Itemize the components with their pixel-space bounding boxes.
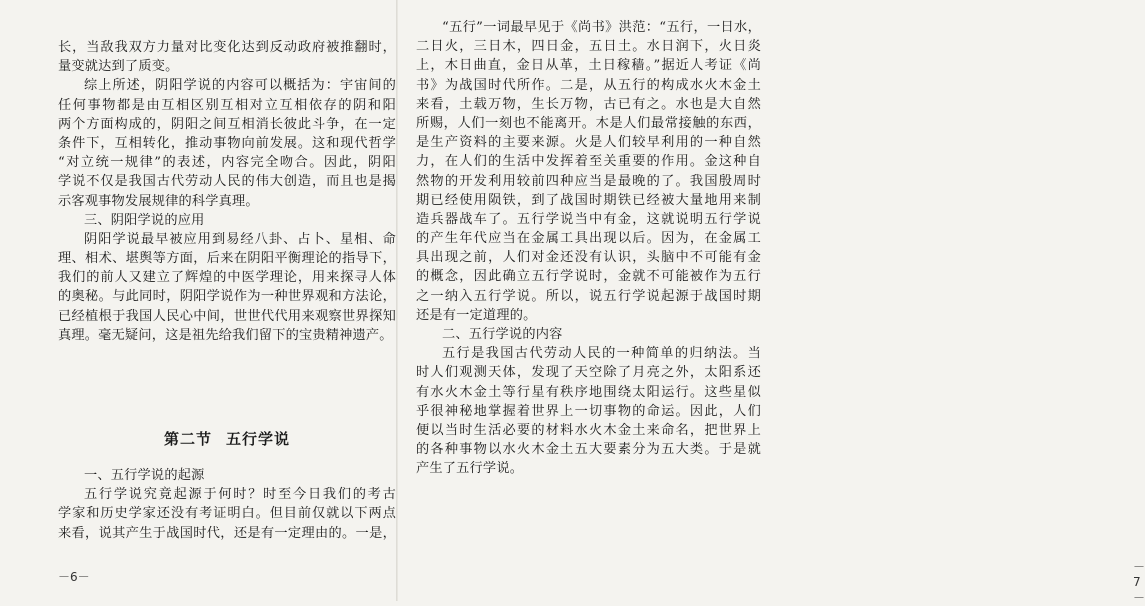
text-line: 所赐，人们一刻也不能离开。木是人们最常接触的东西， bbox=[416, 115, 761, 131]
text-line: 综上所述，阴阳学说的内容可以概括为：宇宙间的 bbox=[84, 78, 396, 94]
section-title bbox=[58, 428, 396, 449]
text-line: 五行是我国古代劳动人民的一种简单的归纳法。当 bbox=[442, 346, 761, 362]
text-line: 期已经使用陨铁，到了战国时期铁已经被大量地用来制 bbox=[416, 192, 761, 208]
text-line: 来看，说其产生于战国时代，还是有一定理由的。一是， bbox=[58, 525, 396, 541]
text-line: 力，在人们的生活中发挥着至关重要的作用。金这种自 bbox=[416, 154, 761, 170]
text-line: 来看，土载万物，生长万物，古已有之。水也是大自然 bbox=[416, 96, 761, 112]
text-line: 理、相术、堪舆等方面，后来在阴阳平衡理论的指导下， bbox=[58, 251, 396, 267]
text-line: 有水火木金土等行星有秩序地围绕太阳运行。这些星似 bbox=[416, 384, 761, 400]
text-line: 上，木日曲直，金日从革，土日稼穑。”据近人考证《尚 bbox=[416, 58, 761, 74]
text-line: 产生了五行学说。 bbox=[416, 461, 524, 477]
text-line: 的概念，因此确立五行学说时，金就不可能被作为五行 bbox=[416, 269, 761, 285]
text-line: 任何事物都是由互相区别互相对立互相依存的阴和阳 bbox=[58, 97, 396, 113]
text-line: 学说不仅是我国古代劳动人民的伟大创造，而且也是揭 bbox=[58, 174, 396, 190]
subheading: 三、阴阳学说的应用 bbox=[84, 212, 205, 228]
text-line: 还是有一定道理的。 bbox=[416, 307, 537, 323]
text-line: 乎很神秘地掌握着世界上一切事物的命运。因此，人们 bbox=[416, 403, 761, 419]
subheading: 一、五行学说的起源 bbox=[84, 468, 205, 483]
text-line: 之一纳入五行学说。所以，说五行学说起源于战国时期 bbox=[416, 288, 761, 304]
text-line: 我们的前人又建立了辉煌的中医学理论，用来探寻人体 bbox=[58, 270, 396, 286]
text-line: 学家和历史学家还没有考证明白。但目前仅就以下两点 bbox=[58, 506, 396, 522]
right-page bbox=[398, 0, 1145, 605]
text-line: 已经植根于我国人民心中间，世世代代用来观察世界探知 bbox=[58, 308, 396, 324]
text-line: 五行学说究竟起源于何时？时至今日我们的考古 bbox=[84, 487, 396, 503]
text-line: 造兵器战车了。五行学说当中有金，这就说明五行学说 bbox=[416, 211, 761, 227]
text-line: 便以当时生活必要的材料水火木金土来命名，把世界上 bbox=[416, 422, 761, 438]
text-line: 示客观事物发展规律的科学真理。 bbox=[58, 193, 259, 209]
text-line: “对立统一规律”的表述，内容完全吻合。因此，阴阳 bbox=[58, 155, 396, 171]
left-text-block-2 bbox=[58, 466, 396, 543]
section-label: 第二节 bbox=[163, 430, 212, 448]
text-line: 的产生年代应当在金属工具出现以后。因为，在金属工 bbox=[416, 231, 761, 247]
subheading: 二、五行学说的内容 bbox=[442, 327, 563, 342]
text-line: 两个方面构成的，阴阳之间互相消长彼此斗争，在一定 bbox=[58, 116, 396, 132]
text-line: 是生产资料的主要来源。火是人们较早利用的一种自然 bbox=[416, 135, 761, 151]
text-line: 长，当敌我双方力量对比变化达到反动政府被推翻时， bbox=[58, 40, 396, 55]
text-line: 阴阳学说最早被应用到易经八卦、占卜、星相、命 bbox=[84, 231, 396, 247]
left-text-block bbox=[58, 38, 396, 345]
text-line: 的各种事物以水火木金土五大要素分为五大类。于是就 bbox=[416, 442, 761, 458]
text-line: 然物的开发利用较前四种应当是最晚的了。我国殷周时 bbox=[416, 173, 761, 189]
text-line: 时人们观测天体，发现了天空除了月亮之外，太阳系还 bbox=[416, 365, 761, 381]
left-page bbox=[0, 0, 396, 601]
right-text-block bbox=[416, 18, 761, 479]
section-name: 五行学说 bbox=[226, 430, 291, 448]
text-line: 书》为战国时代所作。二是，从五行的构成水火木金土 bbox=[416, 77, 761, 93]
text-line: 的奥秘。与此同时，阴阳学说作为一种世界观和方法论， bbox=[58, 289, 396, 305]
text-line: 真理。毫无疑问，这是祖先给我们留下的宝贵精神遗产。 bbox=[58, 327, 393, 343]
text-line: “五行”一词最早见于《尚书》洪范：“五行，一日水， bbox=[442, 20, 761, 35]
text-line: 量变就达到了质变。 bbox=[58, 59, 179, 75]
text-line: 二日火，三日木，四日金，五日土。水日润下，火日炎 bbox=[416, 39, 761, 55]
page-number: －7－ bbox=[1133, 560, 1145, 605]
text-line: 具出现之前，人们对金还没有认识，头脑中不可能有金 bbox=[416, 250, 761, 266]
page-number: －6－ bbox=[58, 570, 90, 584]
text-line: 条件下，互相转化，推动事物向前发展。这和现代哲学 bbox=[58, 135, 396, 151]
